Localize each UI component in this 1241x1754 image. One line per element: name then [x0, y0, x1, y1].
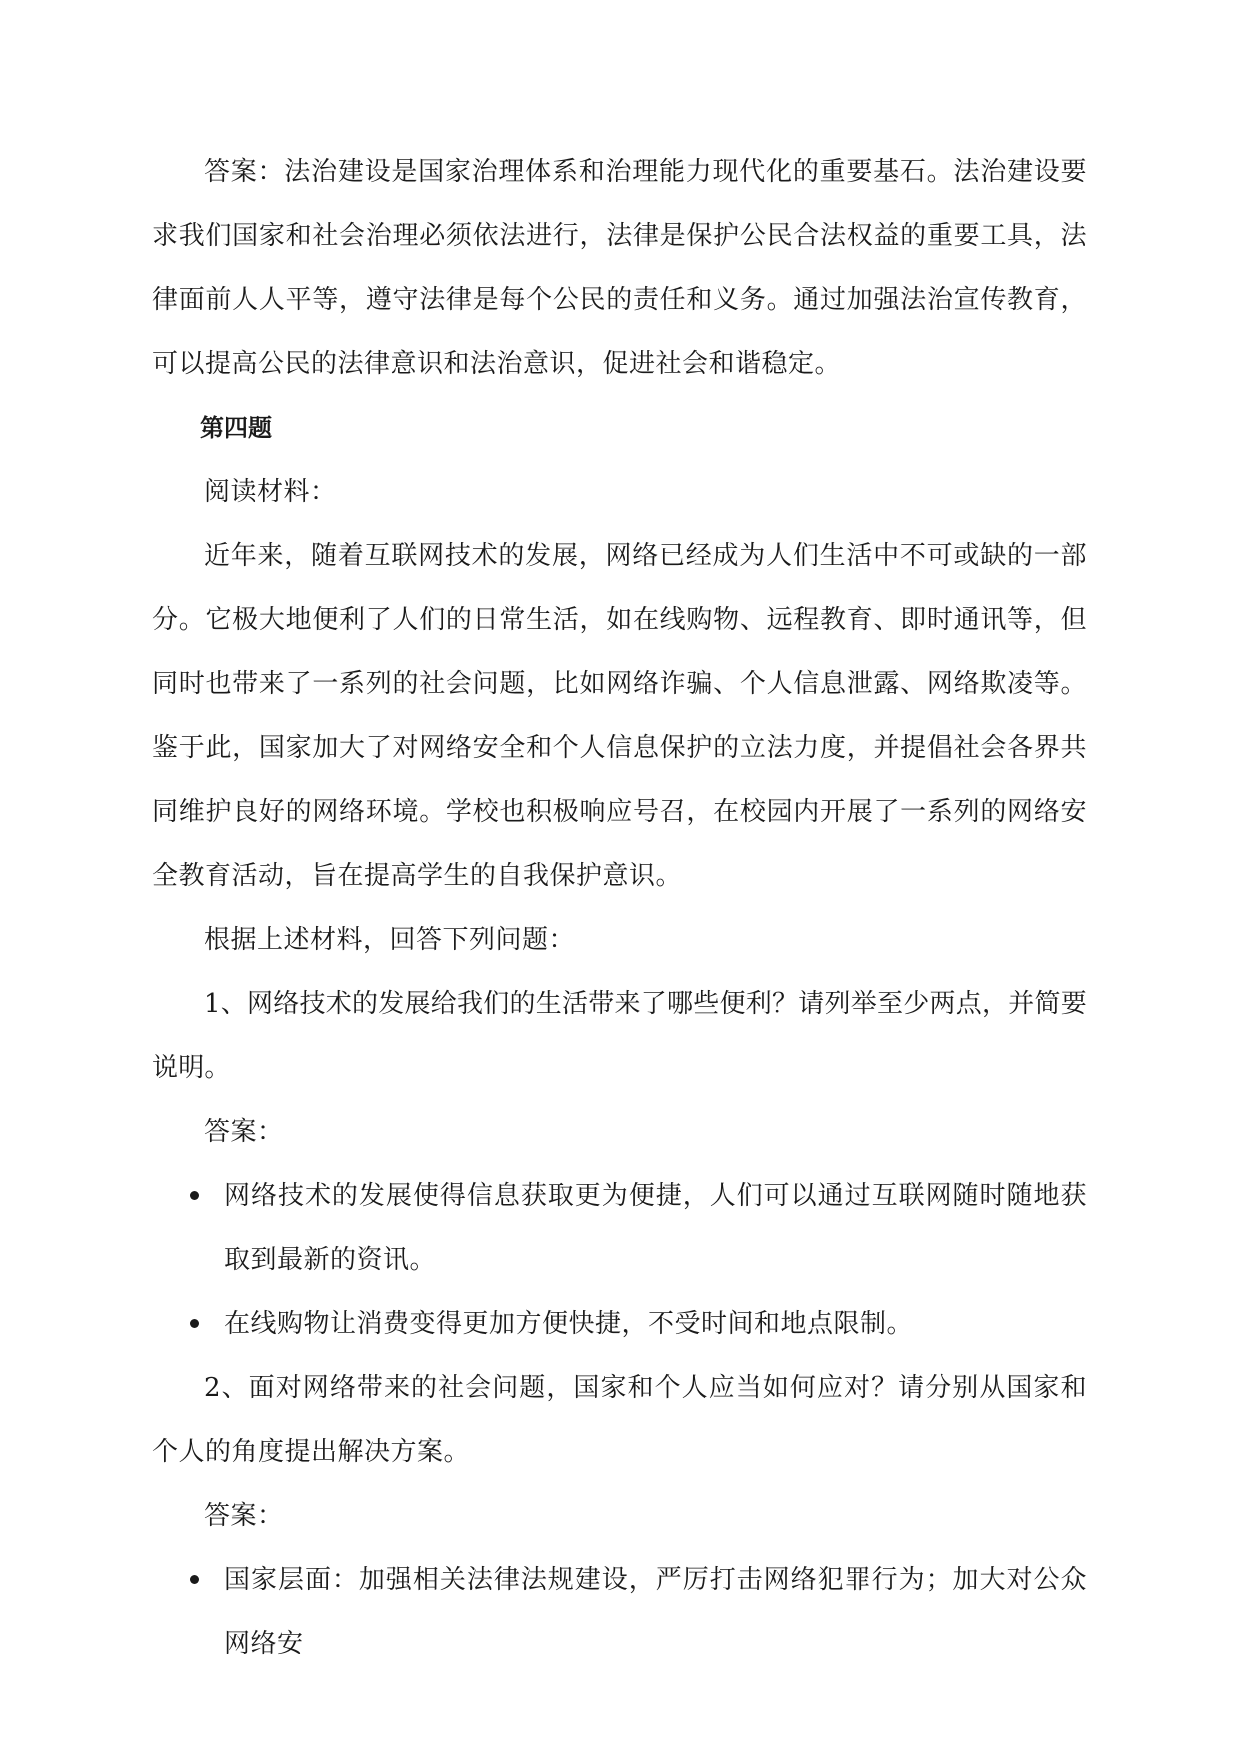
answer-1-list — [152, 1164, 1087, 1356]
list-item — [152, 1548, 1087, 1676]
question-instruction: 根据上述材料，回答下列问题： — [204, 925, 576, 955]
answer-2-list — [152, 1548, 1087, 1676]
list-item — [152, 1164, 1087, 1292]
answer-paragraph-law: 答案：法治建设是国家治理体系和治理能力现代化的重要基石。法治建设要求我们国家和社会治理必须依法进行，法律是保护公民合法权益的重要工具，法律面前人人平等，遵守法律是每个公民的责任和义务。通过加强法治宣传教育，可以提高公民的法律意识和法治意识，促进社会和谐稳定。 — [152, 157, 1087, 379]
list-item-text: 网络技术的发展使得信息获取更为便捷，人们可以通过互联网随时随地获取到最新的资讯。 — [224, 1181, 1087, 1275]
section-heading: 第四题 — [200, 414, 272, 442]
question-1: 1、网络技术的发展给我们的生活带来了哪些便利？请列举至少两点，并简要说明。 — [152, 989, 1087, 1083]
reading-material-text: 近年来，随着互联网技术的发展，网络已经成为人们生活中不可或缺的一部分。它极大地便利了人们的日常生活，如在线购物、远程教育、即时通讯等，但同时也带来了一系列的社会问题，比如网络诈骗、个人信息泄露、网络欺凌等。鉴于此，国家加大了对网络安全和个人信息保护的立法力度，并提倡社会各界共同维护良好的网络环境。学校也积极响应号召，在校园内开展了一系列的网络安全教育活动，旨在提高学生的自我保护意识。 — [152, 541, 1087, 891]
bullet-icon — [190, 1575, 199, 1584]
reading-material-label: 阅读材料： — [204, 477, 337, 507]
answer-label-2: 答案： — [204, 1501, 284, 1531]
list-item-text: 国家层面：加强相关法律法规建设，严厉打击网络犯罪行为；加大对公众网络安 — [224, 1565, 1087, 1659]
bullet-icon — [190, 1319, 199, 1328]
list-item — [152, 1292, 1087, 1356]
answer-label-1: 答案： — [204, 1117, 284, 1147]
question-2: 2、面对网络带来的社会问题，国家和个人应当如何应对？请分别从国家和个人的角度提出解决方案。 — [152, 1373, 1087, 1467]
list-item-text: 在线购物让消费变得更加方便快捷，不受时间和地点限制。 — [224, 1309, 914, 1339]
document-content — [152, 140, 1087, 1676]
bullet-icon — [190, 1191, 199, 1200]
